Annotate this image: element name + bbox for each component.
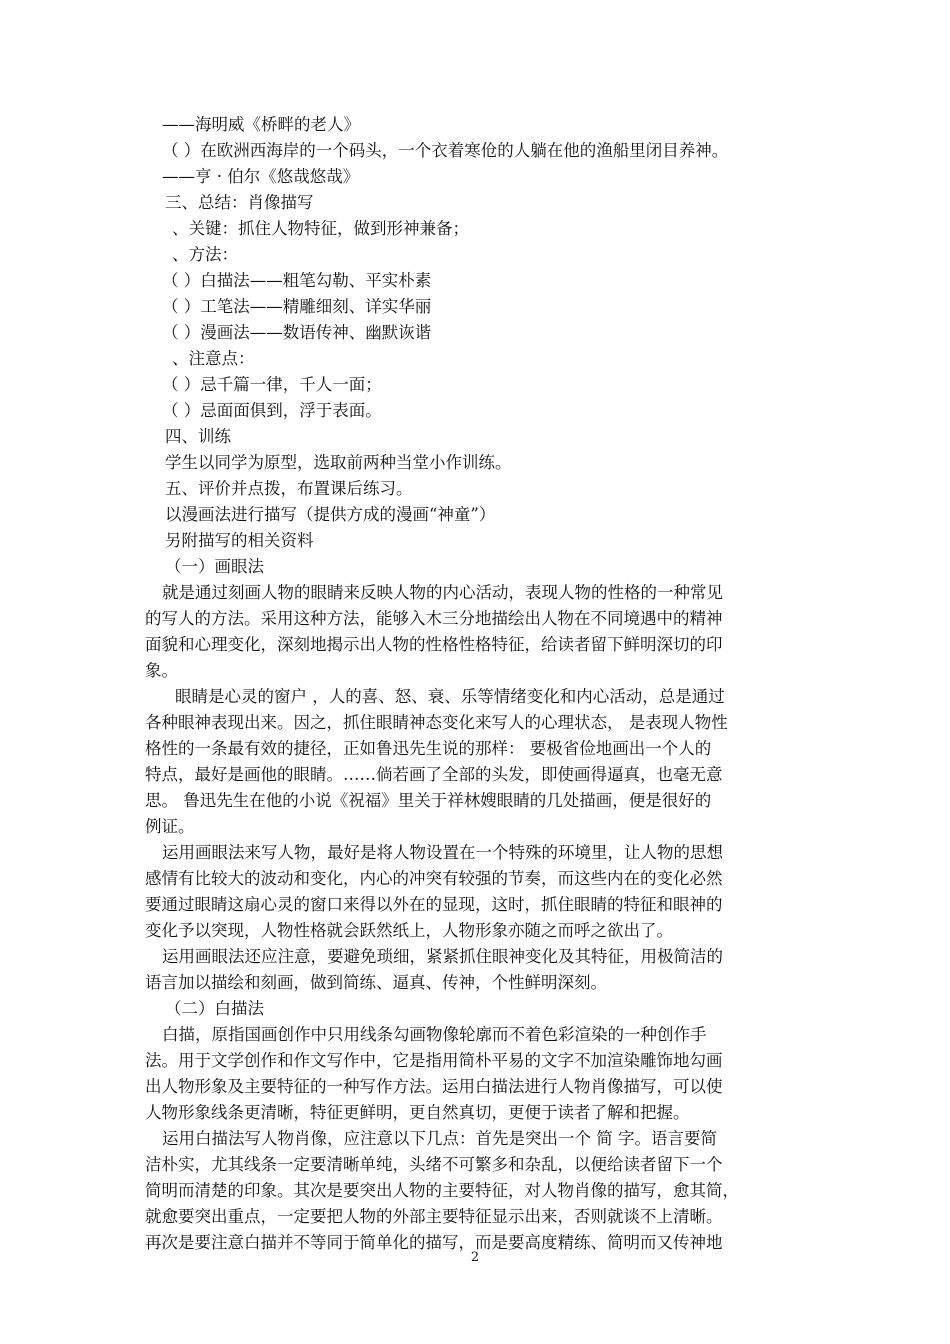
paragraph-line: 运用白描法写人物肖像，应注意以下几点：首先是突出一个 简 字。语言要简 <box>162 1129 717 1148</box>
paragraph-line: 例证。 <box>145 817 195 836</box>
paragraph-line: 思。 鲁迅先生在他的小说《祝福》里关于祥林嫂眼睛的几处描画，便是很好的 <box>145 791 712 810</box>
paragraph-line: 变化予以突现，人物性格就会跃然纸上，人物形象亦随之而呼之欲出了。 <box>145 921 673 940</box>
paragraph-line: 要通过眼睛这扇心灵的窗口来得以外在的显现，这时，抓住眼睛的特征和眼神的 <box>145 895 723 914</box>
paragraph-line: 人物形象线条更清晰，特征更鲜明，更自然真切，更便于读者了解和把握。 <box>145 1103 690 1122</box>
example-sentence: （ ）在欧洲西海岸的一个码头，一个衣着寒伧的人躺在他的渔船里闭目养神。 <box>162 141 729 160</box>
paragraph-line: 象。 <box>145 661 178 680</box>
note-item: （ ）忌千篇一律，千人一面； <box>162 375 382 394</box>
page-number: 2 <box>470 1250 480 1265</box>
subheading-eye-method: （一）画眼法 <box>165 557 264 576</box>
method-item: （ ）工笔法——精雕细刻、详实华丽 <box>162 297 432 316</box>
paragraph-line: 就愈要突出重点，一定要把人物的外部主要特征显示出来，否则就谈不上清晰。 <box>145 1207 723 1226</box>
quote-attribution-hemingway: ——海明威《桥畔的老人》 <box>162 115 360 134</box>
paragraph-line: 面貌和心理变化，深刻地揭示出人物的性格性格特征，给读者留下鲜明深切的印 <box>145 635 723 654</box>
note-item: （ ）忌面面俱到，浮于表面。 <box>162 401 382 420</box>
paragraph-line: 运用画眼法还应注意，要避免琐细，紧紧抓住眼神变化及其特征，用极简洁的 <box>162 947 723 966</box>
appendix-heading: 另附描写的相关资料 <box>165 531 314 550</box>
summary-notes: 、注意点： <box>172 349 255 368</box>
paragraph-line: 运用画眼法来写人物，最好是将人物设置在一个特殊的环境里，让人物的思想 <box>162 843 723 862</box>
paragraph-line: 眼睛是心灵的窗户 ，人的喜、怒、衰、乐等情绪变化和内心活动，总是通过 <box>175 687 725 706</box>
section-heading-evaluation: 五、评价并点拨，布置课后练习。 <box>165 479 413 498</box>
section-heading-training: 四、训练 <box>165 427 231 446</box>
paragraph-line: 的写人的方法。采用这种方法，能够入木三分地描绘出人物在不同境遇中的精神 <box>145 609 723 628</box>
section-heading-summary: 三、总结：肖像描写 <box>165 193 314 212</box>
method-item: （ ）白描法——粗笔勾勒、平实朴素 <box>162 271 432 290</box>
method-item: （ ）漫画法——数语传神、幽默诙谐 <box>162 323 432 342</box>
paragraph-line: 简明而清楚的印象。其次是要突出人物的主要特征，对人物肖像的描写，愈其简， <box>145 1181 739 1200</box>
paragraph-line: 再次是要注意白描并不等同于简单化的描写，而是要高度精练、简明而又传神地 <box>145 1233 723 1252</box>
summary-method: 、方法： <box>172 245 238 264</box>
training-text: 学生以同学为原型，选取前两种当堂小作训练。 <box>165 453 512 472</box>
quote-attribution-boll: ——亨 · 伯尔《悠哉悠哉》 <box>162 167 360 186</box>
paragraph-line: 各种眼神表现出来。因之，抓住眼睛神态变化来写人的心理状态， 是表现人物性 <box>145 713 728 732</box>
subheading-line-drawing: （二）白描法 <box>165 999 264 1018</box>
paragraph-line: 感情有比较大的波动和变化，内心的冲突有较强的节奏，而这些内在的变化必然 <box>145 869 723 888</box>
paragraph-line: 洁朴实，尤其线条一定要清晰单纯，头绪不可繁多和杂乱，以便给读者留下一个 <box>145 1155 723 1174</box>
paragraph-line: 语言加以描绘和刻画，做到简练、逼真、传神，个性鲜明深刻。 <box>145 973 607 992</box>
paragraph-line: 法。用于文学创作和作文写作中，它是指用简朴平易的文字不加渲染雕饰地勾画 <box>145 1051 723 1070</box>
paragraph-line: 出人物形象及主要特征的一种写作方法。运用白描法进行人物肖像描写，可以使 <box>145 1077 723 1096</box>
paragraph-line: 就是通过刻画人物的眼睛来反映人物的内心活动，表现人物的性格的一种常见 <box>162 583 723 602</box>
summary-key: 、关键：抓住人物特征，做到形神兼备； <box>172 219 469 238</box>
paragraph-line: 白描，原指国画创作中只用线条勾画物像轮廓而不着色彩渲染的一种创作手 <box>162 1025 707 1044</box>
paragraph-line: 格性的一条最有效的捷径，正如鲁迅先生说的那样： 要极省俭地画出一个人的 <box>145 739 712 758</box>
caricature-exercise: 以漫画法进行描写（提供方成的漫画“神童”） <box>165 505 496 524</box>
paragraph-line: 特点，最好是画他的眼睛。……倘若画了全部的头发，即使画得逼真，也毫无意 <box>145 765 723 784</box>
